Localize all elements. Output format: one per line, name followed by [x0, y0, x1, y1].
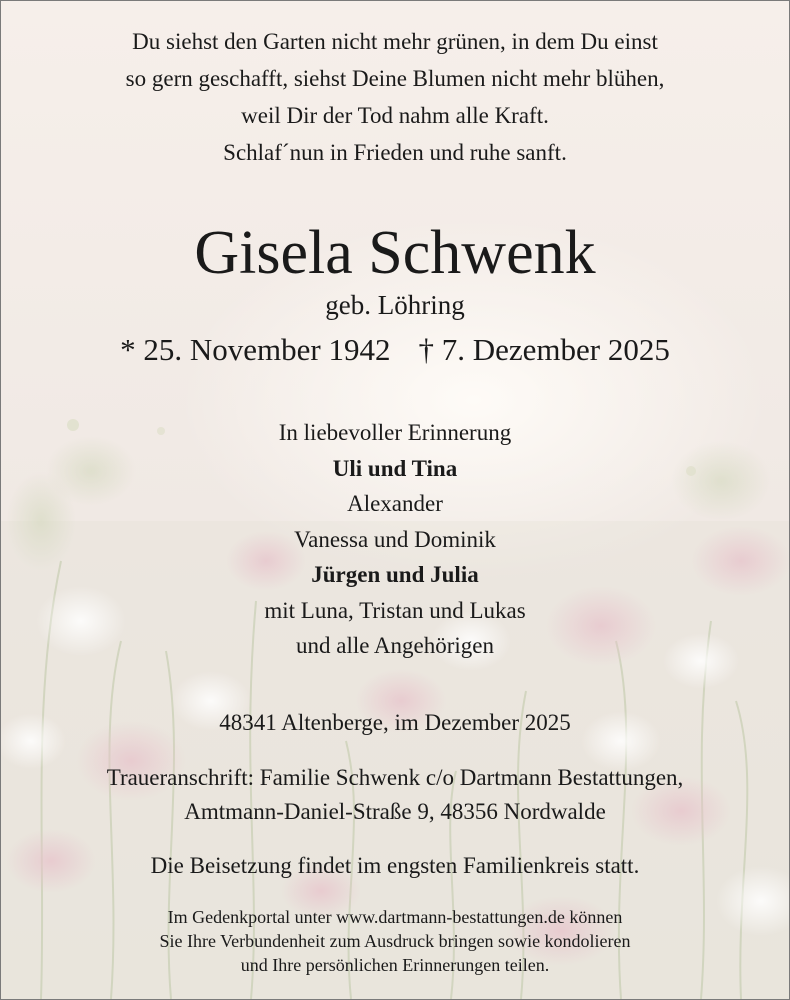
birth-date: * 25. November 1942 [120, 332, 391, 367]
mourner-line: Uli und Tina [332, 455, 458, 481]
verse-line: so gern geschafft, siehst Deine Blumen nicht mehr blühen, [125, 66, 665, 91]
address-line: Amtmann-Daniel-Straße 9, 48356 Nordwalde [184, 799, 606, 824]
burial-note: Die Beisetzung findet im engsten Familienkreis statt. [150, 853, 640, 878]
birth-name: geb. Löhring [325, 290, 465, 320]
mourner-line: Jürgen und Julia [311, 562, 479, 587]
mourner-line: Vanessa und Dominik [294, 526, 496, 552]
verse-line: weil Dir der Tod nahm alle Kraft. [241, 103, 549, 128]
mourner-line: mit Luna, Tristan und Lukas [264, 597, 526, 623]
mourner-line: Alexander [347, 491, 443, 516]
mourners [1, 415, 789, 664]
deceased-name: Gisela Schwenk [194, 219, 596, 287]
portal-line: Sie Ihre Verbundenheit zum Ausdruck bringen sowie kondolieren [159, 931, 631, 951]
mourners-intro: In liebevoller Erinnerung [278, 420, 512, 445]
life-dates [1, 331, 789, 369]
portal-line: und Ihre persönlichen Erinnerungen teilen. [240, 955, 550, 975]
portal-line: Im Gedenkportal unter www.dartmann-bestattungen.de können [167, 907, 623, 927]
verse-line: Du siehst den Garten nicht mehr grünen, in dem Du einst [132, 29, 658, 54]
verse-line: Schlaf´nun in Frieden und ruhe sanft. [223, 140, 567, 165]
death-date: † 7. Dezember 2025 [418, 332, 670, 367]
verse [1, 23, 789, 171]
portal-note [1, 905, 789, 977]
address-line: Traueranschrift: Familie Schwenk c/o Dartmann Bestattungen, [106, 765, 684, 790]
place-date: 48341 Altenberge, im Dezember 2025 [219, 710, 571, 735]
mourner-line: und alle Angehörigen [295, 633, 494, 658]
mourning-address [1, 761, 789, 829]
